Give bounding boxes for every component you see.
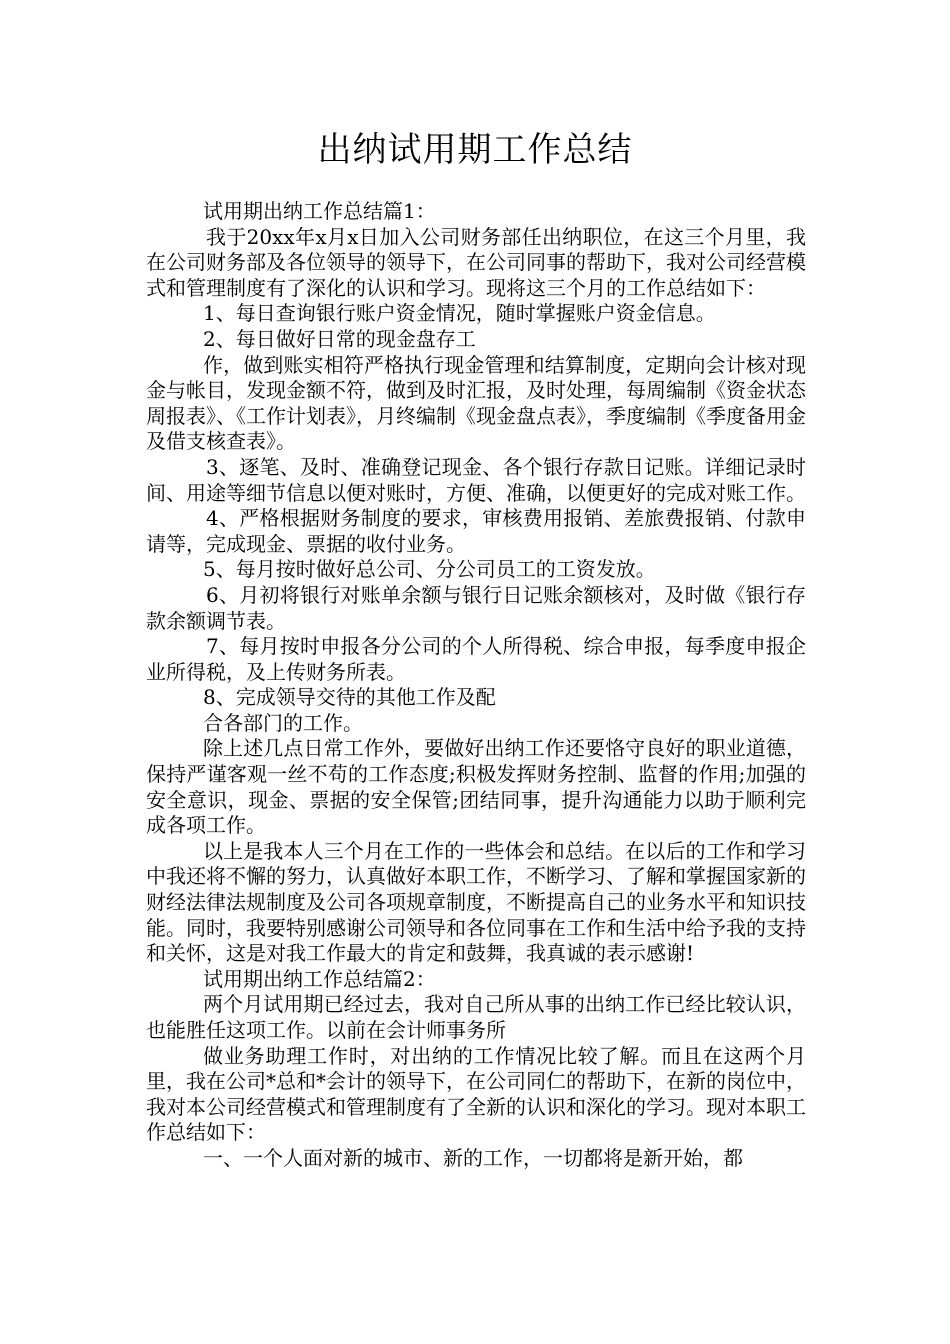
list-item: 7、每月按时申报各分公司的个人所得税、综合申报，每季度申报企业所得税，及上传财务所表。 bbox=[146, 634, 806, 684]
document-body bbox=[146, 199, 806, 1172]
paragraph: 以上是我本人三个月在工作的一些体会和总结。在以后的工作和学习中我还将不懈的努力，认真做好本职工作，不断学习、了解和掌握国家新的财经法律法规制度及公司各项规章制度，不断提高自己的业务水平和知识技能。同时，我要特别感谢公司领导和各位同事在工作和生活中给予我的支持和关怀，这是对我工作最大的肯定和鼓舞，我真诚的表示感谢! bbox=[146, 838, 806, 966]
paragraph: 一、一个人面对新的城市、新的工作，一切都将是新开始，都 bbox=[203, 1145, 743, 1170]
paragraph: 除上述几点日常工作外，要做好出纳工作还要恪守良好的职业道德，保持严谨客观一丝不苟的工作态度;积极发挥财务控制、监督的作用;加强的安全意识，现金、票据的安全保管;团结同事，提升沟通能力以助于顺利完成各项工作。 bbox=[146, 736, 806, 838]
section-heading-2: 试用期出纳工作总结篇2： bbox=[203, 966, 436, 991]
paragraph: 作，做到账实相符严格执行现金管理和结算制度，定期向会计核对现金与帐目，发现金额不符，做到及时汇报，及时处理，每周编制《资金状态周报表》、《工作计划表》，月终编制《现金盘点表》，季度编制《季度备用金及借支核查表》。 bbox=[146, 352, 806, 454]
section-heading-1: 试用期出纳工作总结篇1： bbox=[203, 199, 436, 223]
list-item: 8、完成领导交待的其他工作及配 bbox=[203, 685, 496, 710]
paragraph: 做业务助理工作时，对出纳的工作情况比较了解。而且在这两个月里，我在公司*总和*会计的领导下，在公司同仁的帮助下，在新的岗位中，我对本公司经营模式和管理制度有了全新的认识和深化的学习。现对本职工作总结如下： bbox=[146, 1043, 806, 1145]
list-item: 2、每日做好日常的现金盘存工 bbox=[203, 326, 476, 351]
list-item: 5、每月按时做好总公司、分公司员工的工资发放。 bbox=[203, 557, 656, 582]
list-item: 3、逐笔、及时、准确登记现金、各个银行存款日记账。详细记录时间、用途等细节信息以便对账时，方便、准确，以便更好的完成对账工作。 bbox=[146, 454, 806, 505]
list-item: 4、严格根据财务制度的要求，审核费用报销、差旅费报销、付款申请等，完成现金、票据的收付业务。 bbox=[146, 506, 806, 556]
document-title: 出纳试用期工作总结 bbox=[317, 130, 633, 170]
list-item: 6、月初将银行对账单余额与银行日记账余额核对，及时做《银行存款余额调节表。 bbox=[146, 582, 806, 633]
paragraph: 合各部门的工作。 bbox=[203, 710, 363, 735]
list-item: 1、每日查询银行账户资金情况，随时掌握账户资金信息。 bbox=[203, 301, 716, 326]
paragraph: 两个月试用期已经过去，我对自己所从事的出纳工作已经比较认识，也能胜任这项工作。以前在会计师事务所 bbox=[146, 992, 806, 1042]
paragraph: 我于20xx年x月x日加入公司财务部任出纳职位，在这三个月里，我在公司财务部及各位领导的领导下，在公司同事的帮助下，我对公司经营模式和管理制度有了深化的认识和学习。现将这三个月的工作总结如下： bbox=[146, 224, 806, 300]
